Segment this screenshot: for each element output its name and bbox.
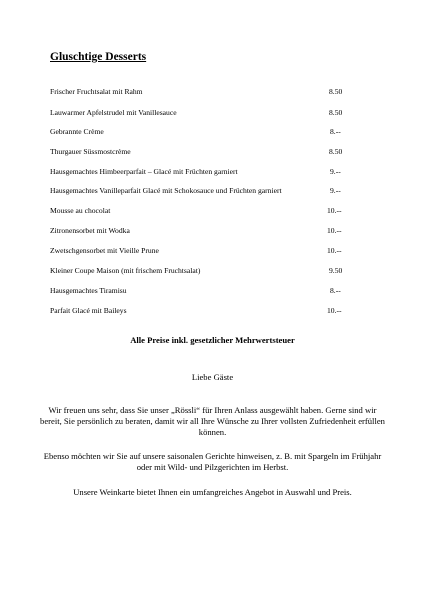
menu-item-price: 9.-- <box>330 186 341 195</box>
intro-paragraph: Wir freuen uns sehr, dass Sie unser „Rössli“ für Ihren Anlass ausgewählt haben. Gerne sind wir bereit, Sie persönlich zu beraten, damit wir all Ihre Wünsche zu Ihrer vollsten Zufriedenheit erfüllen können. <box>40 405 385 437</box>
seasonal-paragraph: Ebenso möchten wir Sie auf unsere saisonalen Gerichte hinweisen, z. B. mit Spargeln im Frühjahr oder mit Wild- und Pilzgerichten im Herbst. <box>43 451 382 472</box>
menu-item-price: 10.-- <box>327 306 342 315</box>
menu-item-name: Hausgemachtes Vanilleparfait Glacé mit Schokosauce und Früchten garniert <box>50 186 282 195</box>
menu-item <box>50 108 350 120</box>
menu-item <box>50 306 350 318</box>
menu-item-name: Zitronensorbet mit Wodka <box>50 226 130 235</box>
menu-item-name: Frischer Fruchtsalat mit Rahm <box>50 87 143 96</box>
menu-item-price: 8.50 <box>329 87 343 96</box>
page-title: Gluschtige Desserts <box>50 51 147 63</box>
menu-item-name: Gebrannte Crème <box>50 127 104 136</box>
menu-item-name: Mousse au chocolat <box>50 206 111 215</box>
menu-item-price: 8.-- <box>330 127 341 136</box>
menu-item-price: 10.-- <box>327 226 342 235</box>
menu-item <box>50 127 350 139</box>
menu-item-price: 9.50 <box>329 266 343 275</box>
menu-item-name: Lauwarmer Apfelstrudel mit Vanillesauce <box>50 108 177 117</box>
menu-item-name: Hausgemachtes Tiramisu <box>50 286 127 295</box>
menu-item <box>50 246 350 258</box>
menu-item-name: Kleiner Coupe Maison (mit frischem Fruchtsalat) <box>50 266 201 275</box>
menu-item-name: Thurgauer Süssmostcrème <box>50 147 131 156</box>
menu-item <box>50 286 350 298</box>
menu-item <box>50 87 350 99</box>
menu-item-price: 10.-- <box>327 246 342 255</box>
menu-item-name: Parfait Glacé mit Baileys <box>50 306 127 315</box>
menu-item <box>50 266 350 278</box>
wine-paragraph: Unsere Weinkarte bietet Ihnen ein umfangreiches Angebot in Auswahl und Preis. <box>73 487 352 497</box>
menu-item-price: 9.-- <box>330 167 341 176</box>
menu-item <box>50 226 350 238</box>
menu-item-price: 10.-- <box>327 206 342 215</box>
vat-note: Alle Preise inkl. gesetzlicher Mehrwertsteuer <box>130 335 295 345</box>
menu-item-name: Hausgemachtes Himbeerparfait – Glacé mit Früchten garniert <box>50 167 238 176</box>
menu-item <box>50 186 350 198</box>
greeting: Liebe Gäste <box>191 372 234 382</box>
menu-item-price: 8.50 <box>329 147 343 156</box>
menu-item-price: 8.-- <box>330 286 341 295</box>
menu-item <box>50 167 350 179</box>
menu-item-name: Zwetschgensorbet mit Vieille Prune <box>50 246 159 255</box>
menu-item <box>50 147 350 159</box>
menu-item <box>50 206 350 218</box>
menu-item-price: 8.50 <box>329 108 343 117</box>
